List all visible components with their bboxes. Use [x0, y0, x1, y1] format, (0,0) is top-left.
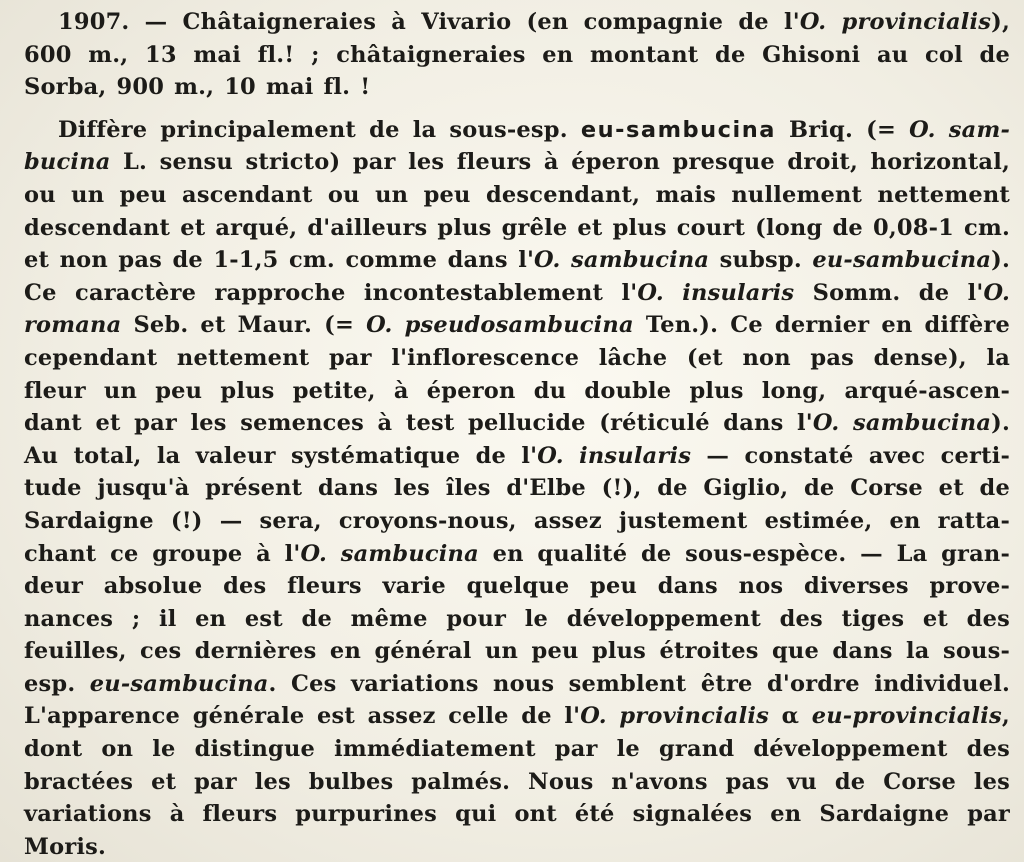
text-segment: 1907. — Châtaigneraies à Vivario (en compagnie de l' [58, 9, 800, 35]
discussion-paragraph [24, 114, 1010, 862]
text-line [24, 309, 1010, 342]
text-segment: et non pas de 1-1,5 cm. comme dans l' [24, 247, 535, 274]
text-segment: dont on le distingue immédiatement par le grand développement des [24, 736, 1010, 763]
text-line [24, 277, 1010, 310]
text-line [24, 39, 1010, 72]
text-line [24, 114, 1010, 147]
text-segment: tude jusqu'à présent dans les îles d'Elbe (!), de Giglio, de Corse et de [24, 475, 1010, 502]
taxon-name: O. insularis [637, 279, 795, 306]
text-line [24, 179, 1010, 212]
text-segment: Au total, la valeur systématique de l' [24, 442, 538, 469]
taxon-name: O. insularis [537, 442, 692, 469]
taxon-name: bucina [24, 149, 111, 176]
text-line [24, 798, 1010, 831]
text-line [24, 766, 1010, 799]
text-segment: Seb. et Maur. (= [121, 312, 367, 339]
text-line [24, 505, 1010, 538]
text-line [24, 146, 1010, 179]
taxon-name: O. [983, 279, 1010, 306]
text-line [24, 71, 1010, 104]
text-line [24, 700, 1010, 733]
text-segment: chant ce groupe à l' [24, 540, 301, 567]
text-segment: ). [991, 247, 1010, 274]
text-segment: subsp. [709, 247, 813, 274]
taxon-name: O. sambucina [812, 410, 992, 437]
subspecies-name: eu-sambucina [580, 116, 776, 143]
taxon-name: eu-provincialis [811, 703, 1002, 730]
taxon-name: eu-sambucina [812, 247, 992, 274]
text-line [24, 212, 1010, 245]
text-line [24, 635, 1010, 668]
text-segment: , [1001, 703, 1010, 730]
text-segment: feuilles, ces dernières en général un peu plus étroites que dans la sous- [24, 638, 1010, 665]
taxon-name: O. sambucina [534, 247, 710, 274]
text-segment: Sardaigne (!) — sera, croyons-nous, assez justement estimée, en ratta- [24, 507, 1010, 534]
text-segment: Somm. de l' [794, 279, 984, 306]
text-segment: cependant nettement par l'inflorescence lâche (et non pas dense), la [24, 344, 1010, 371]
text-segment: descendant et arqué, d'ailleurs plus grêle et plus court (long de 0,08-1 cm. [24, 214, 1010, 241]
text-line [24, 733, 1010, 766]
text-segment: bractées et par les bulbes palmés. Nous n'avons pas vu de Corse les [24, 768, 1010, 795]
text-line [24, 342, 1010, 375]
text-segment: ), [991, 9, 1010, 35]
text-line [24, 570, 1010, 603]
taxon-name: O. sambucina [300, 540, 479, 567]
taxon-name: romana [24, 312, 122, 339]
taxon-name: eu-sambucina [89, 670, 269, 697]
text-line [24, 244, 1010, 277]
text-segment: Sorba, 900 m., 10 mai fl. ! [24, 74, 371, 101]
text-segment: . Ces variations nous semblent être d'ordre individuel. [268, 670, 1010, 697]
text-line [24, 407, 1010, 440]
taxon-name: O. provincialis [580, 703, 769, 730]
text-segment: esp. [24, 670, 90, 697]
taxon-name: O. pseudosambucina [366, 312, 634, 339]
text-segment: — constaté avec certi- [691, 442, 1010, 469]
text-line [24, 472, 1010, 505]
text-segment: L'apparence générale est assez celle de l' [24, 703, 581, 730]
text-segment: ou un peu ascendant ou un peu descendant, mais nullement nettement [24, 181, 1010, 208]
text-segment: Briq. (= [775, 116, 910, 143]
taxon-name: O. sam- [909, 116, 1011, 143]
text-segment: 600 m., 13 mai fl.! ; châtaigneraies en montant de Ghisoni au col de [24, 41, 1010, 68]
taxon-name: O. provincialis [799, 9, 992, 35]
text-segment: α [768, 703, 812, 730]
text-line [24, 538, 1010, 571]
text-line [24, 603, 1010, 636]
text-line [24, 668, 1010, 701]
text-segment: Ce caractère rapproche incontestablement l' [24, 279, 638, 306]
text-segment: fleur un peu plus petite, à éperon du double plus long, arqué-ascen- [24, 377, 1010, 404]
text-segment: ). [991, 410, 1010, 437]
text-segment: deur absolue des fleurs varie quelque peu dans nos diverses prove- [24, 573, 1010, 600]
text-segment: en qualité de sous-espèce. — La gran- [478, 540, 1010, 567]
text-segment: Moris. [24, 833, 107, 860]
text-line [24, 440, 1010, 473]
text-line [24, 6, 1010, 39]
text-line [24, 831, 1010, 862]
text-segment: Ten.). Ce dernier en diffère [633, 312, 1010, 339]
text-segment: Diffère principalement de la sous-esp. [58, 116, 581, 143]
locality-paragraph [24, 6, 1010, 104]
text-segment: L. sensu stricto) par les fleurs à éperon presque droit, horizontal, [110, 149, 1010, 176]
text-segment: nances ; il en est de même pour le développement des tiges et des [24, 605, 1010, 632]
text-segment: variations à fleurs purpurines qui ont été signalées en Sardaigne par [24, 801, 1010, 828]
text-line [24, 375, 1010, 408]
text-segment: dant et par les semences à test pellucide (réticulé dans l' [24, 410, 813, 437]
